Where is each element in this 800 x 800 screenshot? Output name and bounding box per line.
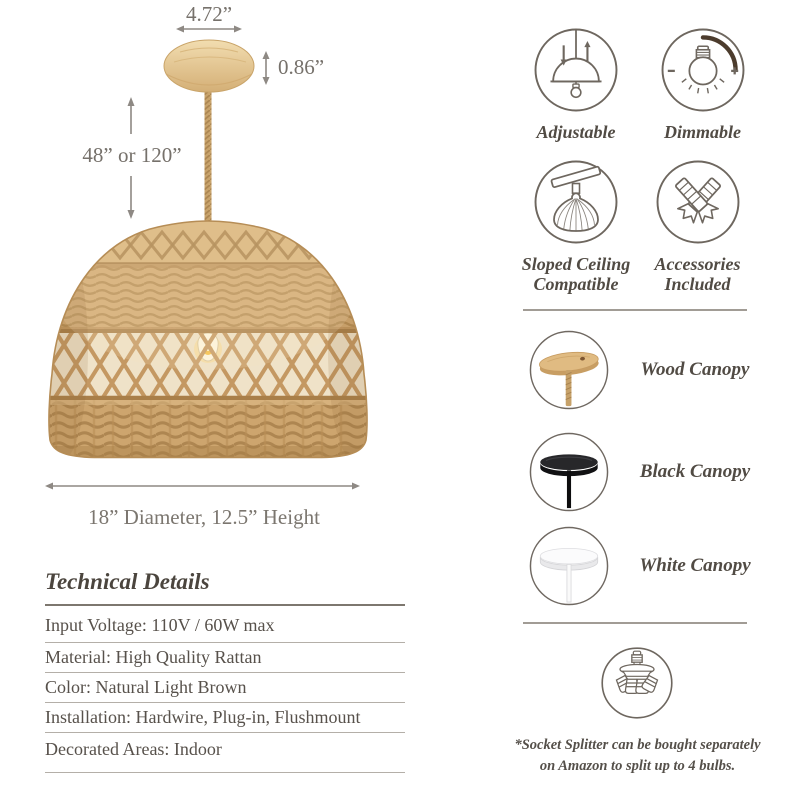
rattan-shade (6, 215, 386, 465)
cord-length-label: 48” or 120” (82, 143, 182, 167)
dimmable-icon (659, 26, 747, 114)
feature-label: Included (664, 274, 731, 294)
technical-details-section (45, 568, 405, 773)
black-canopy-icon (528, 431, 610, 513)
shade-size-label: 18” Diameter, 12.5” Height (88, 505, 320, 529)
tech-detail-row: Decorated Areas: Indoor (45, 733, 405, 773)
feature-label: Adjustable (536, 122, 616, 142)
socket-splitter-icon (600, 646, 674, 720)
feature-accessories (625, 158, 770, 294)
canopy-option-white (500, 524, 780, 608)
technical-details-table (45, 606, 405, 773)
socket-splitter (600, 646, 674, 720)
white-canopy-icon (528, 525, 610, 607)
canopy-option-wood (500, 328, 780, 412)
section-divider (523, 622, 747, 624)
splitter-note-line1: *Socket Splitter can be bought separately (514, 737, 761, 753)
canopy-height-label: 0.86” (278, 55, 325, 79)
tech-detail-row: Installation: Hardwire, Plug-in, Flushmount (45, 703, 405, 733)
feature-label: Sloped Ceiling (521, 254, 631, 274)
accessories-icon (654, 158, 742, 246)
rope-cord (205, 86, 212, 228)
feature-label: Accessories (654, 254, 741, 274)
feature-label: Dimmable (664, 122, 741, 142)
wood-canopy-icon (528, 329, 610, 411)
canopy-option-black (500, 430, 780, 514)
canopy-width-dimension (176, 26, 242, 33)
lamp-dimension-diagram (0, 0, 490, 545)
canopy-height-dimension (263, 51, 270, 85)
sloped-ceiling-icon (532, 158, 620, 246)
canopy-width-label: 4.72” (185, 2, 233, 26)
shade-width-dimension (45, 483, 360, 490)
technical-details-title: Technical Details (45, 568, 405, 606)
tech-detail-row: Material: High Quality Rattan (45, 643, 405, 673)
splitter-note-line2: on Amazon to split up to 4 bulbs. (539, 758, 736, 775)
feature-dimmable (630, 26, 775, 142)
adjustable-icon (532, 26, 620, 114)
feature-label: Compatible (533, 274, 619, 294)
canopy-option-label: Wood Canopy (640, 359, 750, 380)
tech-detail-row: Color: Natural Light Brown (45, 673, 405, 703)
canopy-option-label: Black Canopy (639, 461, 751, 482)
splitter-note (497, 735, 778, 777)
tech-detail-row: Input Voltage: 110V / 60W max (45, 606, 405, 643)
canopy-option-label: White Canopy (639, 555, 751, 576)
wood-ceiling-canopy (164, 40, 254, 92)
section-divider (523, 309, 747, 311)
